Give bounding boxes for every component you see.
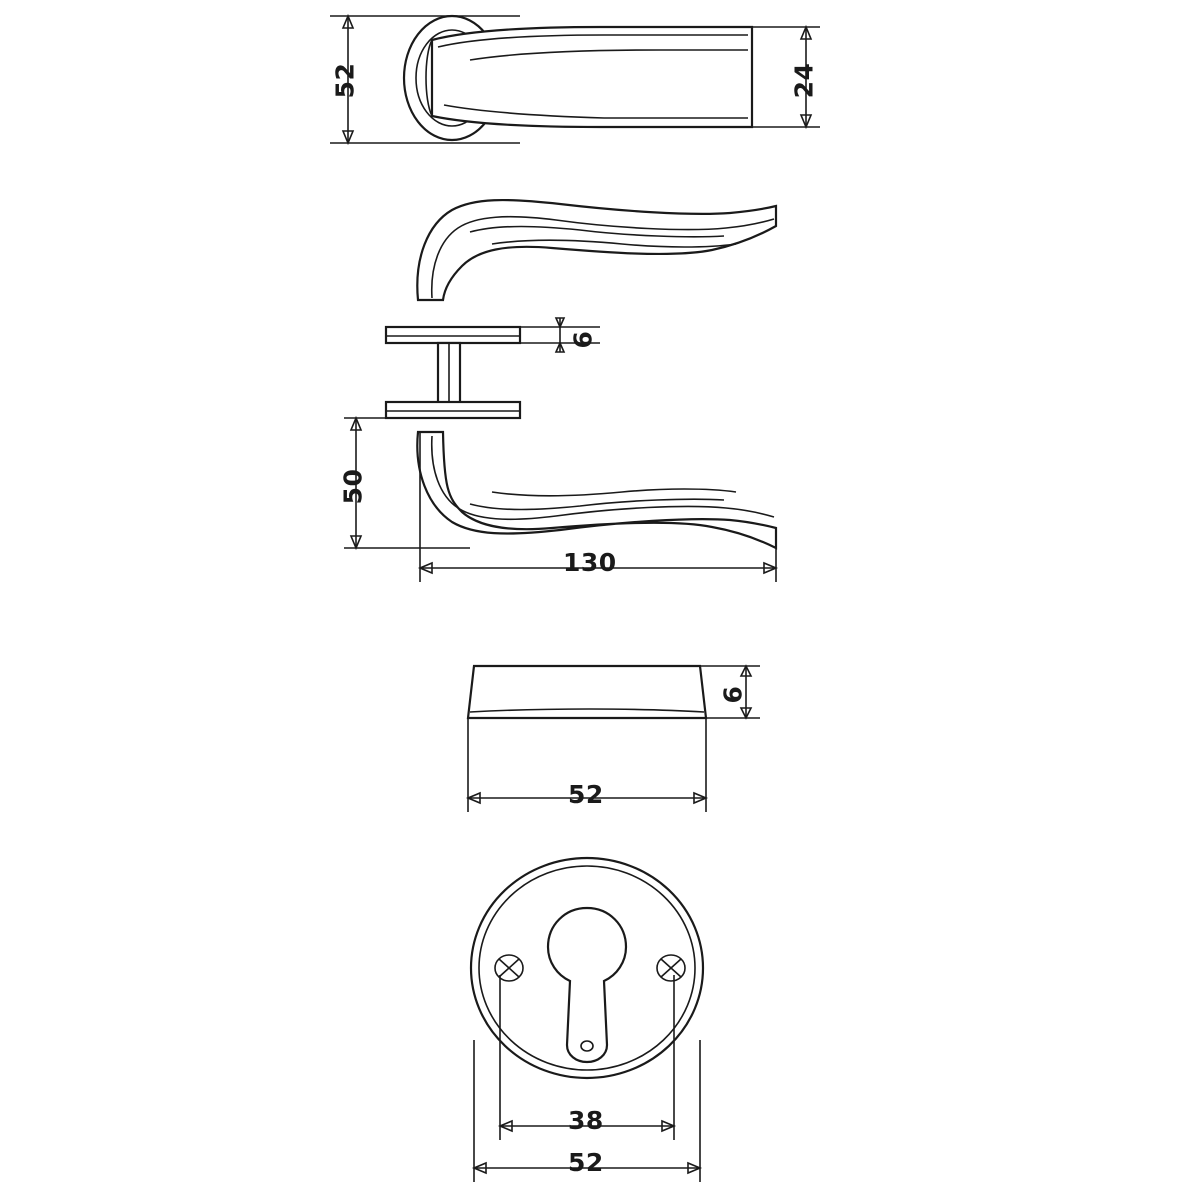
view-side-handle-pair <box>344 200 776 582</box>
dimension-label-lever-thickness: 24 <box>789 62 819 99</box>
dimension-label-rosette-diameter: 52 <box>330 62 360 99</box>
dimension-label-rosette-height: 6 <box>568 330 598 349</box>
dimension-label-escutcheon-diameter: 52 <box>568 1148 604 1177</box>
view-top-handle <box>330 16 820 143</box>
dimension-label-plate-thickness: 6 <box>718 685 748 704</box>
view-rosette-plate <box>468 666 760 812</box>
dimension-label-plate-width: 52 <box>568 780 604 809</box>
dimension-label-lever-length: 130 <box>563 548 617 577</box>
dimension-label-lever-projection: 50 <box>338 468 368 505</box>
dimension-label-screw-hole-spacing: 38 <box>568 1106 604 1135</box>
